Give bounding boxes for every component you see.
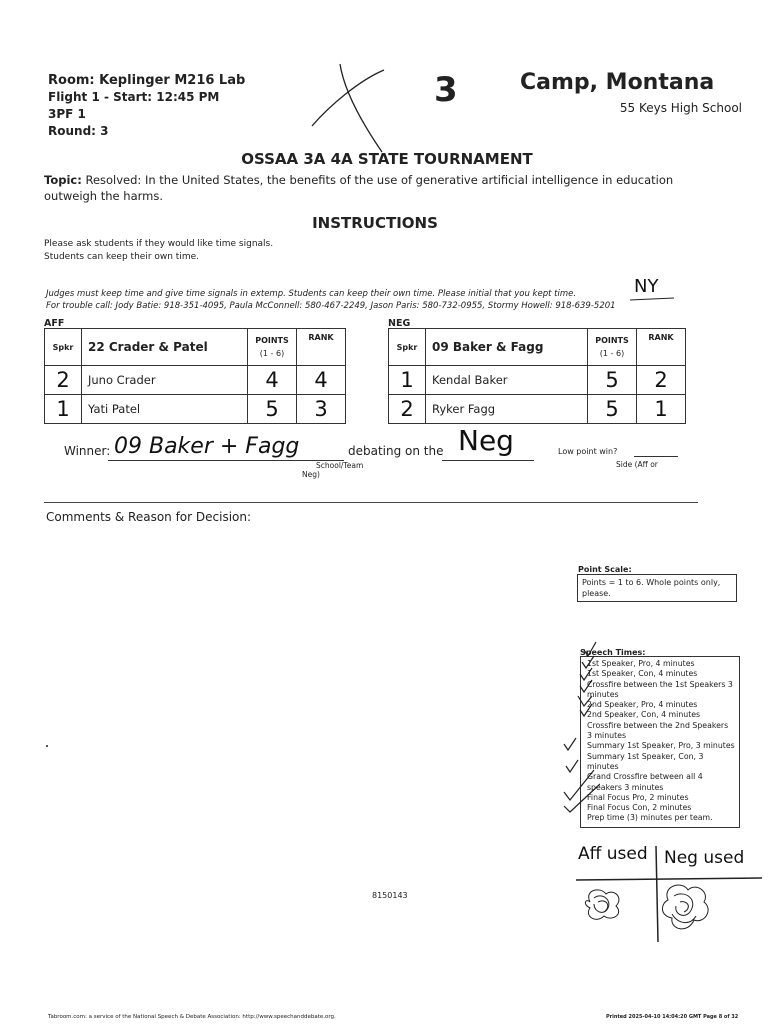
aff-speaker-rank: 4 xyxy=(297,366,346,395)
aff-speaker-name: Juno Crader xyxy=(82,366,248,395)
aff-speaker-order: 2 xyxy=(45,366,82,395)
trouble-contacts: For trouble call: Jody Batie: 918-351-4095, Paula McConnell: 580-467-2249, Jason Paris: 580-732-0955, Stormy Howell: 918-639-5201 xyxy=(46,301,616,311)
aff-team-name: 22 Crader & Patel xyxy=(82,329,248,366)
speech-time-item: 2nd Speaker, Con, 4 minutes xyxy=(587,710,701,720)
aff-speaker-points: 5 xyxy=(248,395,297,424)
footer-right: Printed 2025-04-10 14:04:20 GMT Page 8 of 32 xyxy=(606,1014,739,1020)
ballot-code: 8150143 xyxy=(372,891,408,900)
debating-on-label: debating on the xyxy=(348,444,444,458)
aff-speaker-order: 1 xyxy=(45,395,82,424)
topic-text: Resolved: In the United States, the benefits of the use of generative artificial intelligence in education outweigh the harms. xyxy=(44,173,674,203)
handwritten-x-mark xyxy=(300,60,400,156)
ballot-header-info xyxy=(48,72,245,140)
winner-team-caption: School/Team xyxy=(316,461,364,470)
room-label: Room: Keplinger M216 Lab xyxy=(48,73,246,88)
speech-times-box xyxy=(580,656,740,828)
neg-team-name: 09 Baker & Fagg xyxy=(426,329,588,366)
stray-mark xyxy=(46,745,48,747)
side-underline xyxy=(442,460,534,461)
tournament-title: OSSAA 3A 4A STATE TOURNAMENT xyxy=(241,150,533,168)
aff-col-spkr: Spkr xyxy=(45,329,82,366)
winner-side-caption-end: Neg) xyxy=(302,470,320,479)
winner-underline xyxy=(108,460,344,461)
neg-ballot-table xyxy=(388,328,686,424)
winner-label: Winner: xyxy=(64,444,111,458)
neg-speaker-order: 2 xyxy=(389,395,426,424)
low-point-underline xyxy=(634,456,678,457)
neg-prep-used-label: Neg used xyxy=(664,848,745,868)
initials-underline xyxy=(628,296,676,302)
low-point-label: Low point win? xyxy=(558,447,618,456)
judge-initials: NY xyxy=(634,276,659,297)
neg-col-rank: RANK xyxy=(637,329,686,366)
neg-speaker-order: 1 xyxy=(389,366,426,395)
speech-time-item: Prep time (3) minutes per team. xyxy=(587,813,713,823)
winner-side: Neg xyxy=(458,424,514,457)
round-number: 3 xyxy=(434,70,458,110)
aff-speaker-name: Yati Patel xyxy=(82,395,248,424)
instructions-note-3: Judges must keep time and give time signals in extemp. Students can keep their own time. Please initial that you kept time. xyxy=(46,289,577,299)
neg-speaker-rank: 1 xyxy=(637,395,686,424)
flight-label: Flight 1 - Start: 12:45 PM xyxy=(48,90,220,104)
speech-time-item: Grand Crossfire between all 4 speakers 3 minutes xyxy=(587,772,703,792)
table-row xyxy=(389,395,686,424)
point-scale-label: Point Scale: xyxy=(578,565,632,574)
judge-name: Camp, Montana xyxy=(520,70,715,95)
judge-block xyxy=(520,70,742,115)
speech-time-item: Crossfire between the 2nd Speakers 3 minutes xyxy=(587,720,729,741)
handwritten-check-marks xyxy=(560,640,600,820)
aff-side-label: AFF xyxy=(44,318,65,329)
speech-time-item: Crossfire between the 1st Speakers 3 minutes xyxy=(587,679,733,699)
table-row xyxy=(45,395,346,424)
topic-label: Topic: xyxy=(44,173,82,187)
aff-col-rank: RANK xyxy=(297,329,346,366)
aff-prep-used-label: Aff used xyxy=(578,844,648,864)
prep-tally-grid xyxy=(572,842,768,946)
round-label: Round: 3 xyxy=(48,124,109,138)
speech-time-item: Summary 1st Speaker, Pro, 3 minutes xyxy=(587,741,735,751)
speech-time-item: 1st Speaker, Pro, 4 minutes xyxy=(587,659,695,668)
comments-label: Comments & Reason for Decision: xyxy=(46,510,252,524)
instructions-heading: INSTRUCTIONS xyxy=(312,214,438,232)
neg-speaker-rank: 2 xyxy=(637,366,686,395)
divider xyxy=(44,502,698,503)
aff-col-points: POINTS (1 - 6) xyxy=(248,329,297,366)
speech-time-item: 2nd Speaker, Pro, 4 minutes xyxy=(587,700,698,710)
winner-team: 09 Baker + Fagg xyxy=(114,434,300,459)
speech-time-item: 1st Speaker, Con, 4 minutes xyxy=(587,669,698,679)
neg-speaker-points: 5 xyxy=(588,366,637,395)
winner-side-caption: Side (Aff or xyxy=(616,460,658,469)
neg-speaker-name: Ryker Fagg xyxy=(426,395,588,424)
instructions-note-2: Students can keep their own time. xyxy=(44,252,200,262)
instructions-note-1: Please ask students if they would like time signals. xyxy=(44,239,274,249)
event-label: 3PF 1 xyxy=(48,107,86,121)
neg-speaker-points: 5 xyxy=(588,395,637,424)
neg-side-label: NEG xyxy=(388,318,411,329)
neg-col-points: POINTS (1 - 6) xyxy=(588,329,637,366)
aff-speaker-points: 4 xyxy=(248,366,297,395)
speech-time-item: Final Focus Con, 2 minutes xyxy=(587,803,692,813)
speech-time-item: Summary 1st Speaker, Con, 3 minutes xyxy=(587,751,704,771)
footer-left: Tabroom.com: a service of the National Speech & Debate Association: http://www.speechanddebate.org. xyxy=(48,1014,336,1020)
neg-speaker-name: Kendal Baker xyxy=(426,366,588,395)
topic-block xyxy=(44,172,694,204)
speech-time-item: Final Focus Pro, 2 minutes xyxy=(587,792,689,802)
table-row xyxy=(389,366,686,395)
table-row xyxy=(45,366,346,395)
neg-col-spkr: Spkr xyxy=(389,329,426,366)
speech-times-label: Speech Times: xyxy=(580,648,646,657)
judge-school: 55 Keys High School xyxy=(619,101,742,115)
point-scale-box: Points = 1 to 6. Whole points only, please. xyxy=(577,574,737,602)
aff-speaker-rank: 3 xyxy=(297,395,346,424)
aff-ballot-table xyxy=(44,328,346,424)
